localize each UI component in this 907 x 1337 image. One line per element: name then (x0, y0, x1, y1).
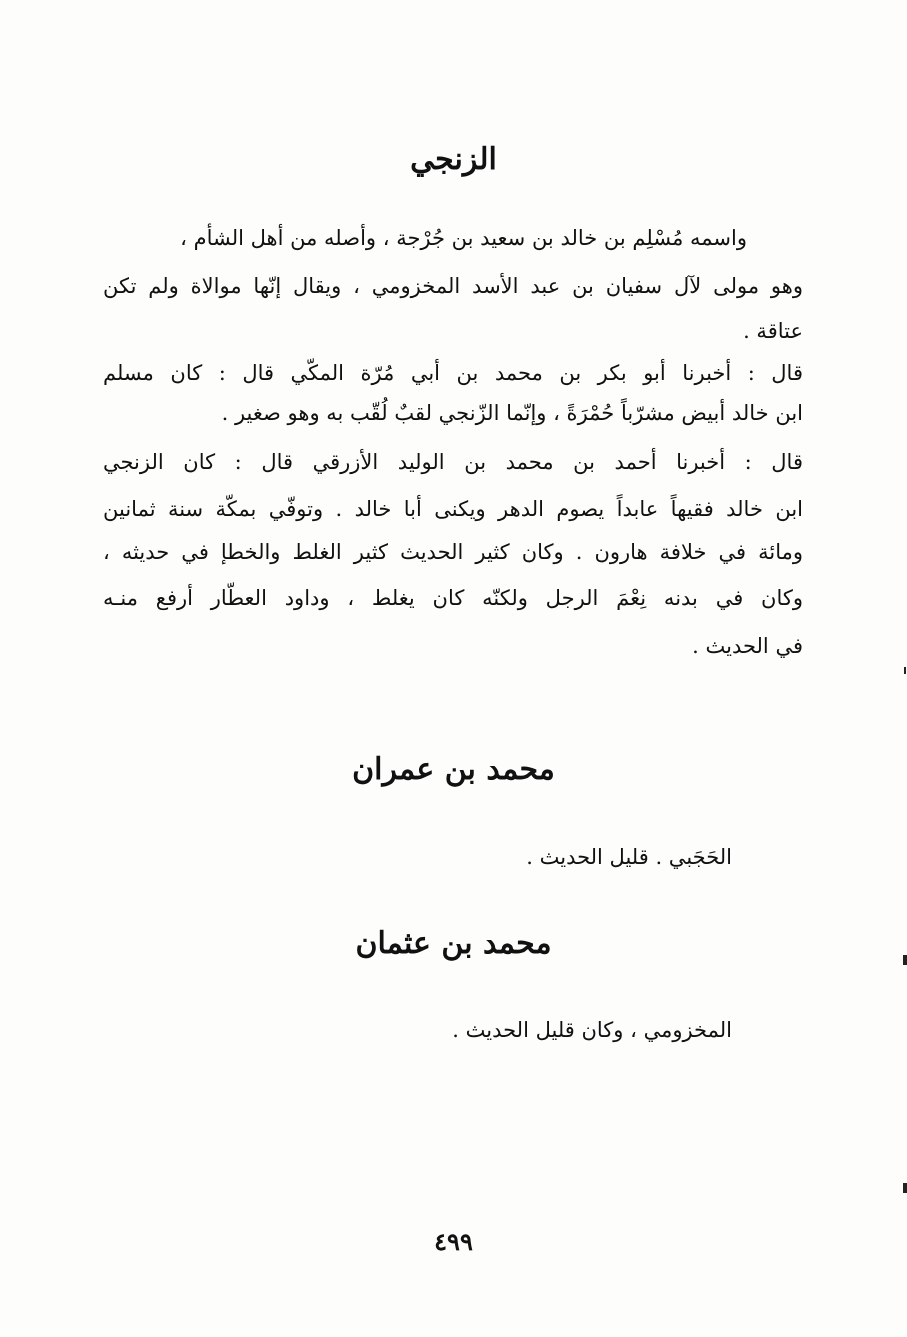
text-line: واسمه مُسْلِم بن خالد بن سعيد بن جُرْجة ، وأصله من أهل الشأم ، (180, 226, 747, 250)
scan-speck (903, 1183, 907, 1193)
text-line: المخزومي ، وكان قليل الحديث . (452, 1018, 732, 1042)
text-line: الحَجَبي . قليل الحديث . (526, 845, 732, 869)
section-title-zanji: الزنجي (410, 142, 497, 177)
section-title-muhammad-ibn-imran: محمد بن عمران (352, 752, 555, 787)
text-line: قال : أخبرنا أحمد بن محمد بن الوليد الأزرقي قال : كان الزنجي (103, 450, 803, 474)
text-line: وهو مولى لآل سفيان بن عبد الأسد المخزومي ، ويقال إنّها موالاة ولم تكن (103, 274, 803, 298)
text-line: ابن خالد أبيض مشرّباً حُمْرَةً ، وإنّما الزّنجي لقبٌ لُقّب به وهو صغير . (221, 401, 803, 425)
scan-speck (904, 667, 906, 674)
text-line: في الحديث . (692, 634, 803, 658)
text-line: وكان في بدنه نِعْمَ الرجل ولكنّه كان يغلط ، وداود العطّار أرفع منـه (103, 586, 803, 610)
section-title-muhammad-ibn-uthman: محمد بن عثمان (355, 926, 552, 961)
page-number: ٤٩٩ (434, 1227, 473, 1256)
text-line: ابن خالد فقيهاً عابداً يصوم الدهر ويكنى أبا خالد . وتوفّي بمكّة سنة ثمانين (103, 497, 803, 521)
scan-speck (903, 955, 907, 965)
text-line: عتاقة . (743, 319, 803, 343)
text-line: ومائة في خلافة هارون . وكان كثير الحديث كثير الغلط والخطإ في حديثه ، (103, 540, 803, 564)
text-line: قال : أخبرنا أبو بكر بن محمد بن أبي مُرّة المكّي قال : كان مسلم (103, 361, 803, 385)
